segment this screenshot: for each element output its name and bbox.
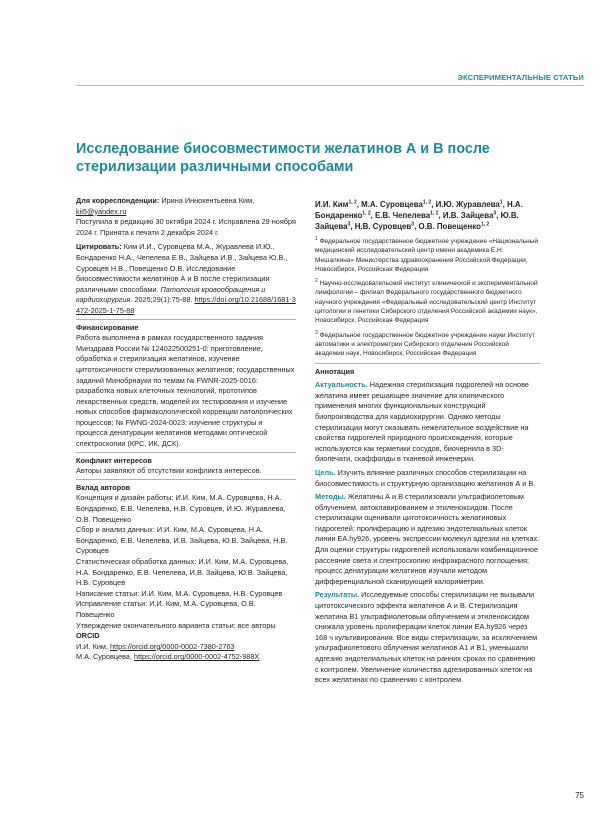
author-affiliation-ref: 1, 2 [348, 199, 357, 206]
contribution-block [76, 483, 296, 631]
abstract-text: Изучить влияние различных способов стерилизации на биосовместимость и структурную организацию желатинов А и В. [315, 467, 536, 488]
citation-volume: . 2025;29(1):75-88. [130, 295, 195, 305]
author [436, 200, 507, 209]
author-list [315, 199, 540, 232]
author-name: Ю.В. Зайцева [315, 211, 519, 231]
conflict-heading: Конфликт интересов [76, 455, 152, 465]
correspondence-email-link[interactable]: kii5@yandex.ru [76, 206, 127, 216]
abstract-heading: Аннотация [315, 366, 355, 376]
conflict-text: Авторы заявляют об отсутствии конфликта интересов. [76, 466, 262, 476]
author [361, 200, 435, 209]
author-affiliation-ref: 1, 2 [480, 221, 490, 228]
header-divider [76, 85, 584, 86]
affiliation [315, 331, 540, 359]
affiliation-number: 1 [315, 235, 318, 242]
author [315, 200, 361, 209]
abstract-text: Надежная стерилизация гидрогелей на основе желатина имеет решающее значение для клинического применения многих функциональных конструкций биопроизводства для кардиохирургии. Однако методы стерилизации могут оказывать нежелательное воздействие на свойства гидрогелей природного происхождения, которые используются как герметики сосудов, биочернила в 3D-биопечати, скаффолды в тканевой инженерии. [315, 380, 529, 464]
abstract-label: Методы. [315, 492, 346, 502]
author-name: Н.В. Суровцев [354, 222, 412, 231]
contribution-item: Утверждение окончательного варианта статьи: все авторы [76, 620, 276, 630]
divider [315, 363, 540, 364]
orcid-name: М.А. Суровцева, [76, 652, 134, 662]
citation-doi-link[interactable]: https://doi.org/10.21688/1681-3472-2025-1-75-88 [76, 295, 296, 315]
contribution-item: Написание статьи: И.И. Ким, М.А. Суровцева, Н.В. Суровцев [76, 588, 283, 598]
author-separator: , [431, 200, 436, 209]
orcid-link[interactable]: https://orcid.org/0000-0002-7380-2763 [109, 641, 235, 651]
affiliation [315, 279, 540, 325]
section-tag: ЭКСПЕРИМЕНТАЛЬНЫЕ СТАТЬИ [457, 73, 584, 82]
author-separator: , [370, 211, 376, 220]
abstract-text: Исследуемые способы стерилизации не вызывали цитотоксического эффекта желатинов А и В. Стерилизация желатина В1 ультрафиолетовым облучением и этиленоксидом снижала уровень пролиферации клеток линии EA.hy926 через 168 ч культивирования. Все виды стерилизации, за исключением ультрафиолетового облучения желатинов А1 и В1, уменьшали адгезию эндотелиальных клеток на ранних сроках по сравнению с контролем. Увеличение количества адгезированных клеток на всех желатинах по сравнению с контролем [315, 590, 538, 685]
author-name: И.И. Ким [315, 200, 349, 209]
abstract-relevance [315, 380, 540, 465]
author [375, 211, 443, 220]
author-name: Е.В. Чепелева [375, 211, 431, 220]
orcid-entry [76, 652, 296, 663]
author-affiliation-ref: 1, 2 [430, 210, 439, 217]
orcid-name: И.И. Ким, [76, 641, 110, 651]
orcid-block [76, 631, 296, 663]
affiliation-text: Федеральное государственное бюджетное учреждение науки Институт автоматики и электрометрии Сибирского отделения Российской академии наук, Новосибирск, Российская Федерация [315, 331, 535, 358]
author [355, 222, 419, 231]
contribution-item: Статистическая обработка данных: И.И. Ким, М.А. Суровцева, Н.А. Бондаренко, Е.В. Чепелева, И.В. Зайцева, Ю.В. Зайцева, Н.В. Суровцев [76, 557, 289, 588]
orcid-heading: ORCID [76, 631, 100, 641]
author-affiliation-ref: 3 [493, 210, 497, 217]
conflict-block [76, 456, 296, 477]
author-affiliation-ref: 1, 2 [362, 210, 371, 217]
correspondence-name: Ирина Иннокентьевна Ким, [159, 196, 255, 205]
orcid-entry [76, 642, 296, 653]
author-name: М.А. Суровцева [361, 200, 423, 209]
author-separator: , [350, 222, 355, 231]
author-name: Н.А. Бондаренко [315, 200, 523, 220]
citation-label: Цитировать: [76, 242, 122, 252]
affiliation [315, 237, 540, 274]
article-title: Исследование биосовместимости желатинов А и В после стерилизации различными способами [76, 141, 490, 175]
funding-text: Работа выполнена в рамках государственного задания Минздрава России № 124022500251-0: приготовление, обработка и стерилизация желатинов, изучение цитотоксичности стерилизованных желатинов; государственных заданий Минобрнауки по темам № FWNR-2025-0016: разработка новых клеточных технологий, прототипов лекарственных средств, моделей их тестирования и изучение новых способов фармакологической коррекции патологических процессов; № FWNG-2024-0023: изучение структуры и процесса денатурации желатинов методами оптической спектроскопии (КРС, ИК, ДСК). [76, 333, 295, 449]
author-name: О.В. Повещенко [418, 222, 481, 231]
author [443, 211, 501, 220]
affiliation-text: Научно-исследовательский институт клинической и экспериментальной лимфологии – филиал Федерального государственного бюджетного научного учреждения «Федеральный исследовательский центр Институт цитологии и генетики Сибирского отделения Российской академии наук», Новосибирск, Российская Федерация [315, 280, 538, 325]
abstract-label: Результаты. [315, 590, 360, 600]
right-column [315, 199, 540, 686]
abstract-aim [315, 468, 540, 489]
divider [76, 479, 296, 480]
author-separator: , [502, 200, 507, 209]
author-separator: , [414, 222, 419, 231]
author-affiliation-ref: 1, 2 [422, 199, 432, 206]
affiliation-text: Федеральное государственное бюджетное учреждение «Национальный медицинский исследовательский центр имени академика Е.Н. Мешалкина» Министерства здравоохранения Российской Федерации, Новосибирск, Российская Федерация [315, 238, 538, 273]
author-separator: , [496, 211, 501, 220]
abstract-results [315, 590, 540, 685]
affiliation-number: 2 [315, 278, 318, 285]
correspondence-block [76, 196, 296, 238]
contribution-item: Исправление статьи: И.И. Ким, М.А. Суровцева, О.В. Повещенко [76, 599, 256, 619]
abstract-methods [315, 492, 540, 587]
citation-authors: Ким И.И., Суровцева М.А., Журавлева И.Ю., Бондаренко Н.А., Чепелева Е.В., Зайцева И.В., Зайцева Ю.В., Суровцев Н.В., Повещенко О.В. Исследование биосовместимости желатинов А и В после стерилизации различными способами. [76, 242, 288, 294]
author-separator: , [356, 200, 362, 209]
author-name: И.В. Зайцева [442, 211, 494, 220]
author-affiliation-ref: 3 [347, 221, 351, 228]
abstract [315, 367, 540, 686]
left-column [76, 196, 296, 663]
divider [76, 319, 296, 320]
citation-journal: Патология кровообращения и кардиохирургия [76, 284, 266, 305]
abstract-text: Желатины А и В стерилизовали ультрафиолетовым облучением, автоклавированием и этиленоксидом. После стерилизации оценивали цитотоксичность желатиновых гидрогелей; пролиферацию и адгезию эндотелиальных клеток линии EA.hy926, уровень экспрессии молекул адгезии на клетках. Для оценки структуры гидрогелей использовали комбинационное рассеяние света и спектроскопию инфракрасного поглощения; процесс денатурации желатинов изучали методом дифференциальной сканирующей калориметрии. [315, 492, 540, 586]
author-affiliation-ref: 1 [499, 199, 503, 206]
author-separator: , [438, 211, 443, 220]
page-number: 75 [575, 791, 584, 800]
contribution-heading: Вклад авторов [76, 482, 131, 492]
citation-block [76, 242, 296, 316]
divider [76, 452, 296, 453]
author-name: И.Ю. Журавлева [435, 200, 500, 209]
abstract-label: Актуальность. [315, 380, 368, 390]
correspondence-label: Для корреспонденции: [76, 196, 160, 205]
abstract-label: Цель. [315, 467, 336, 477]
article-dates: Поступила в редакцию 30 октября 2024 г. Исправлена 29 ноября 2024 г. Принята к печати 2 декабря 2024 г. [76, 217, 296, 237]
author [418, 222, 489, 231]
funding-heading: Финансирование [76, 322, 139, 332]
contribution-item: Концепция и дизайн работы: И.И. Ким, М.А. Суровцева, Н.А. Бондаренко, Е.В. Чепелева, Н.В. Суровцев, И.Ю. Журавлева, О.В. Повещенко [76, 493, 286, 524]
funding-block [76, 323, 296, 450]
orcid-link[interactable]: https://orcid.org/0000-0002-4752-988X [133, 652, 260, 662]
affiliation-number: 3 [315, 329, 318, 336]
contribution-item: Сбор и анализ данных: И.И. Ким, М.А. Суровцева, Н.А. Бондаренко, Е.В. Чепелева, И.В. Зайцева, Ю.В. Зайцева, Н.В. Суровцев [76, 525, 288, 556]
author-affiliation-ref: 3 [411, 221, 415, 228]
